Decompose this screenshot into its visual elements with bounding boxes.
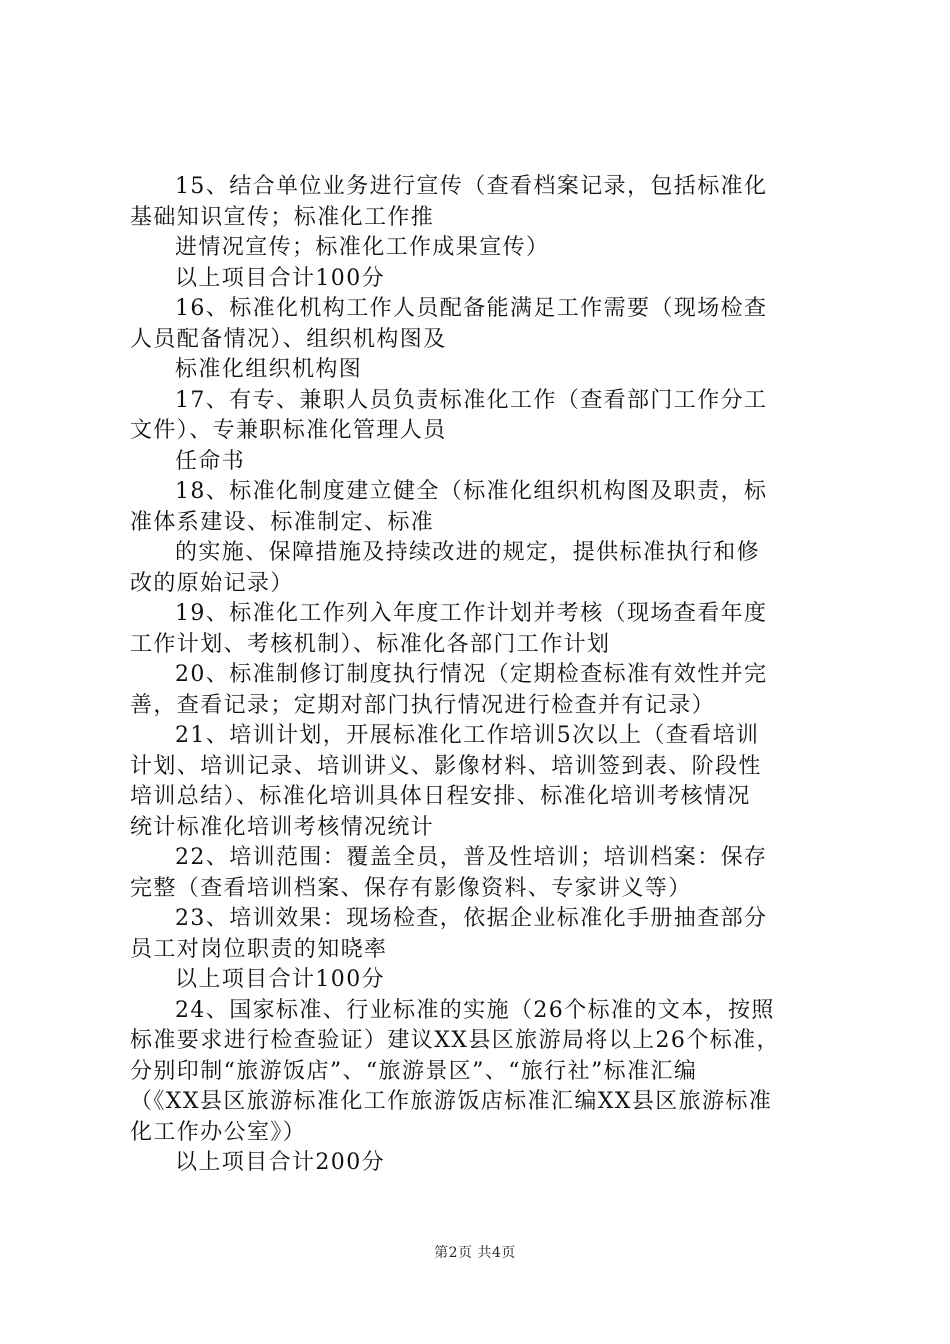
text-line: 基础知识宣传；标准化工作推 xyxy=(130,204,435,230)
page-footer: 第2页 共4页 xyxy=(434,1245,516,1261)
text-line: 员工对岗位职责的知晓率 xyxy=(130,936,388,962)
text-line: （《XX县区旅游标准化工作旅游饭店标准汇编XX县区旅游标准 xyxy=(130,1089,773,1114)
text-line: 23、培训效果：现场检查，依据企业标准化手册抽查部分 xyxy=(175,906,768,931)
text-line: 工作计划、考核机制）、标准化各部门工作计划 xyxy=(130,631,611,657)
text-line: 化工作办公室》） xyxy=(130,1119,307,1145)
text-line: 任命书 xyxy=(175,448,246,474)
document-body xyxy=(130,172,830,1179)
text-line: 22、培训范围：覆盖全员，普及性培训；培训档案：保存 xyxy=(175,845,768,870)
text-line: 人员配备情况）、组织机构图及 xyxy=(130,326,447,352)
text-line: 以上项目合计200分 xyxy=(175,1150,385,1175)
text-line: 18、标准化制度建立健全（标准化组织机构图及职责，标 xyxy=(175,479,768,504)
text-line: 标准要求进行检查验证）建议XX县区旅游局将以上26个标准， xyxy=(130,1028,780,1053)
text-line: 改的原始记录） xyxy=(130,570,294,596)
text-line: 24、国家标准、行业标准的实施（26个标准的文本，按照 xyxy=(175,997,775,1023)
text-line: 分别印制“旅游饭店”、“旅游景区”、“旅行社”标准汇编 xyxy=(130,1058,698,1084)
text-line: 21、培训计划，开展标准化工作培训5次以上（查看培训 xyxy=(175,723,760,748)
text-line: 20、标准制修订制度执行情况（定期检查标准有效性并完 xyxy=(175,662,768,687)
text-line: 15、结合单位业务进行宣传（查看档案记录，包括标准化 xyxy=(175,174,768,199)
text-line: 进情况宣传；标准化工作成果宣传） xyxy=(175,235,550,260)
text-line: 以上项目合计100分 xyxy=(175,265,385,291)
text-line: 16、标准化机构工作人员配备能满足工作需要（现场检查 xyxy=(175,296,768,321)
text-line: 的实施、保障措施及持续改进的规定，提供标准执行和修 xyxy=(175,540,761,565)
text-line: 文件）、专兼职标准化管理人员 xyxy=(130,418,447,443)
text-line: 善，查看记录；定期对部门执行情况进行检查并有记录） xyxy=(130,692,716,718)
text-line: 完整（查看培训档案、保存有影像资料、专家讲义等） xyxy=(130,875,692,901)
text-line: 准体系建设、标准制定、标准 xyxy=(130,509,435,535)
text-line: 统计标准化培训考核情况统计 xyxy=(130,814,435,840)
text-line: 19、标准化工作列入年度工作计划并考核（现场查看年度 xyxy=(175,601,768,626)
text-line: 以上项目合计100分 xyxy=(175,967,385,992)
text-line: 培训总结）、标准化培训具体日程安排、标准化培训考核情况 xyxy=(130,784,751,809)
text-line: 17、有专、兼职人员负责标准化工作（查看部门工作分工 xyxy=(175,387,768,413)
text-line: 标准化组织机构图 xyxy=(175,357,363,382)
text-line: 计划、培训记录、培训讲义、影像材料、培训签到表、阶段性 xyxy=(130,753,762,779)
